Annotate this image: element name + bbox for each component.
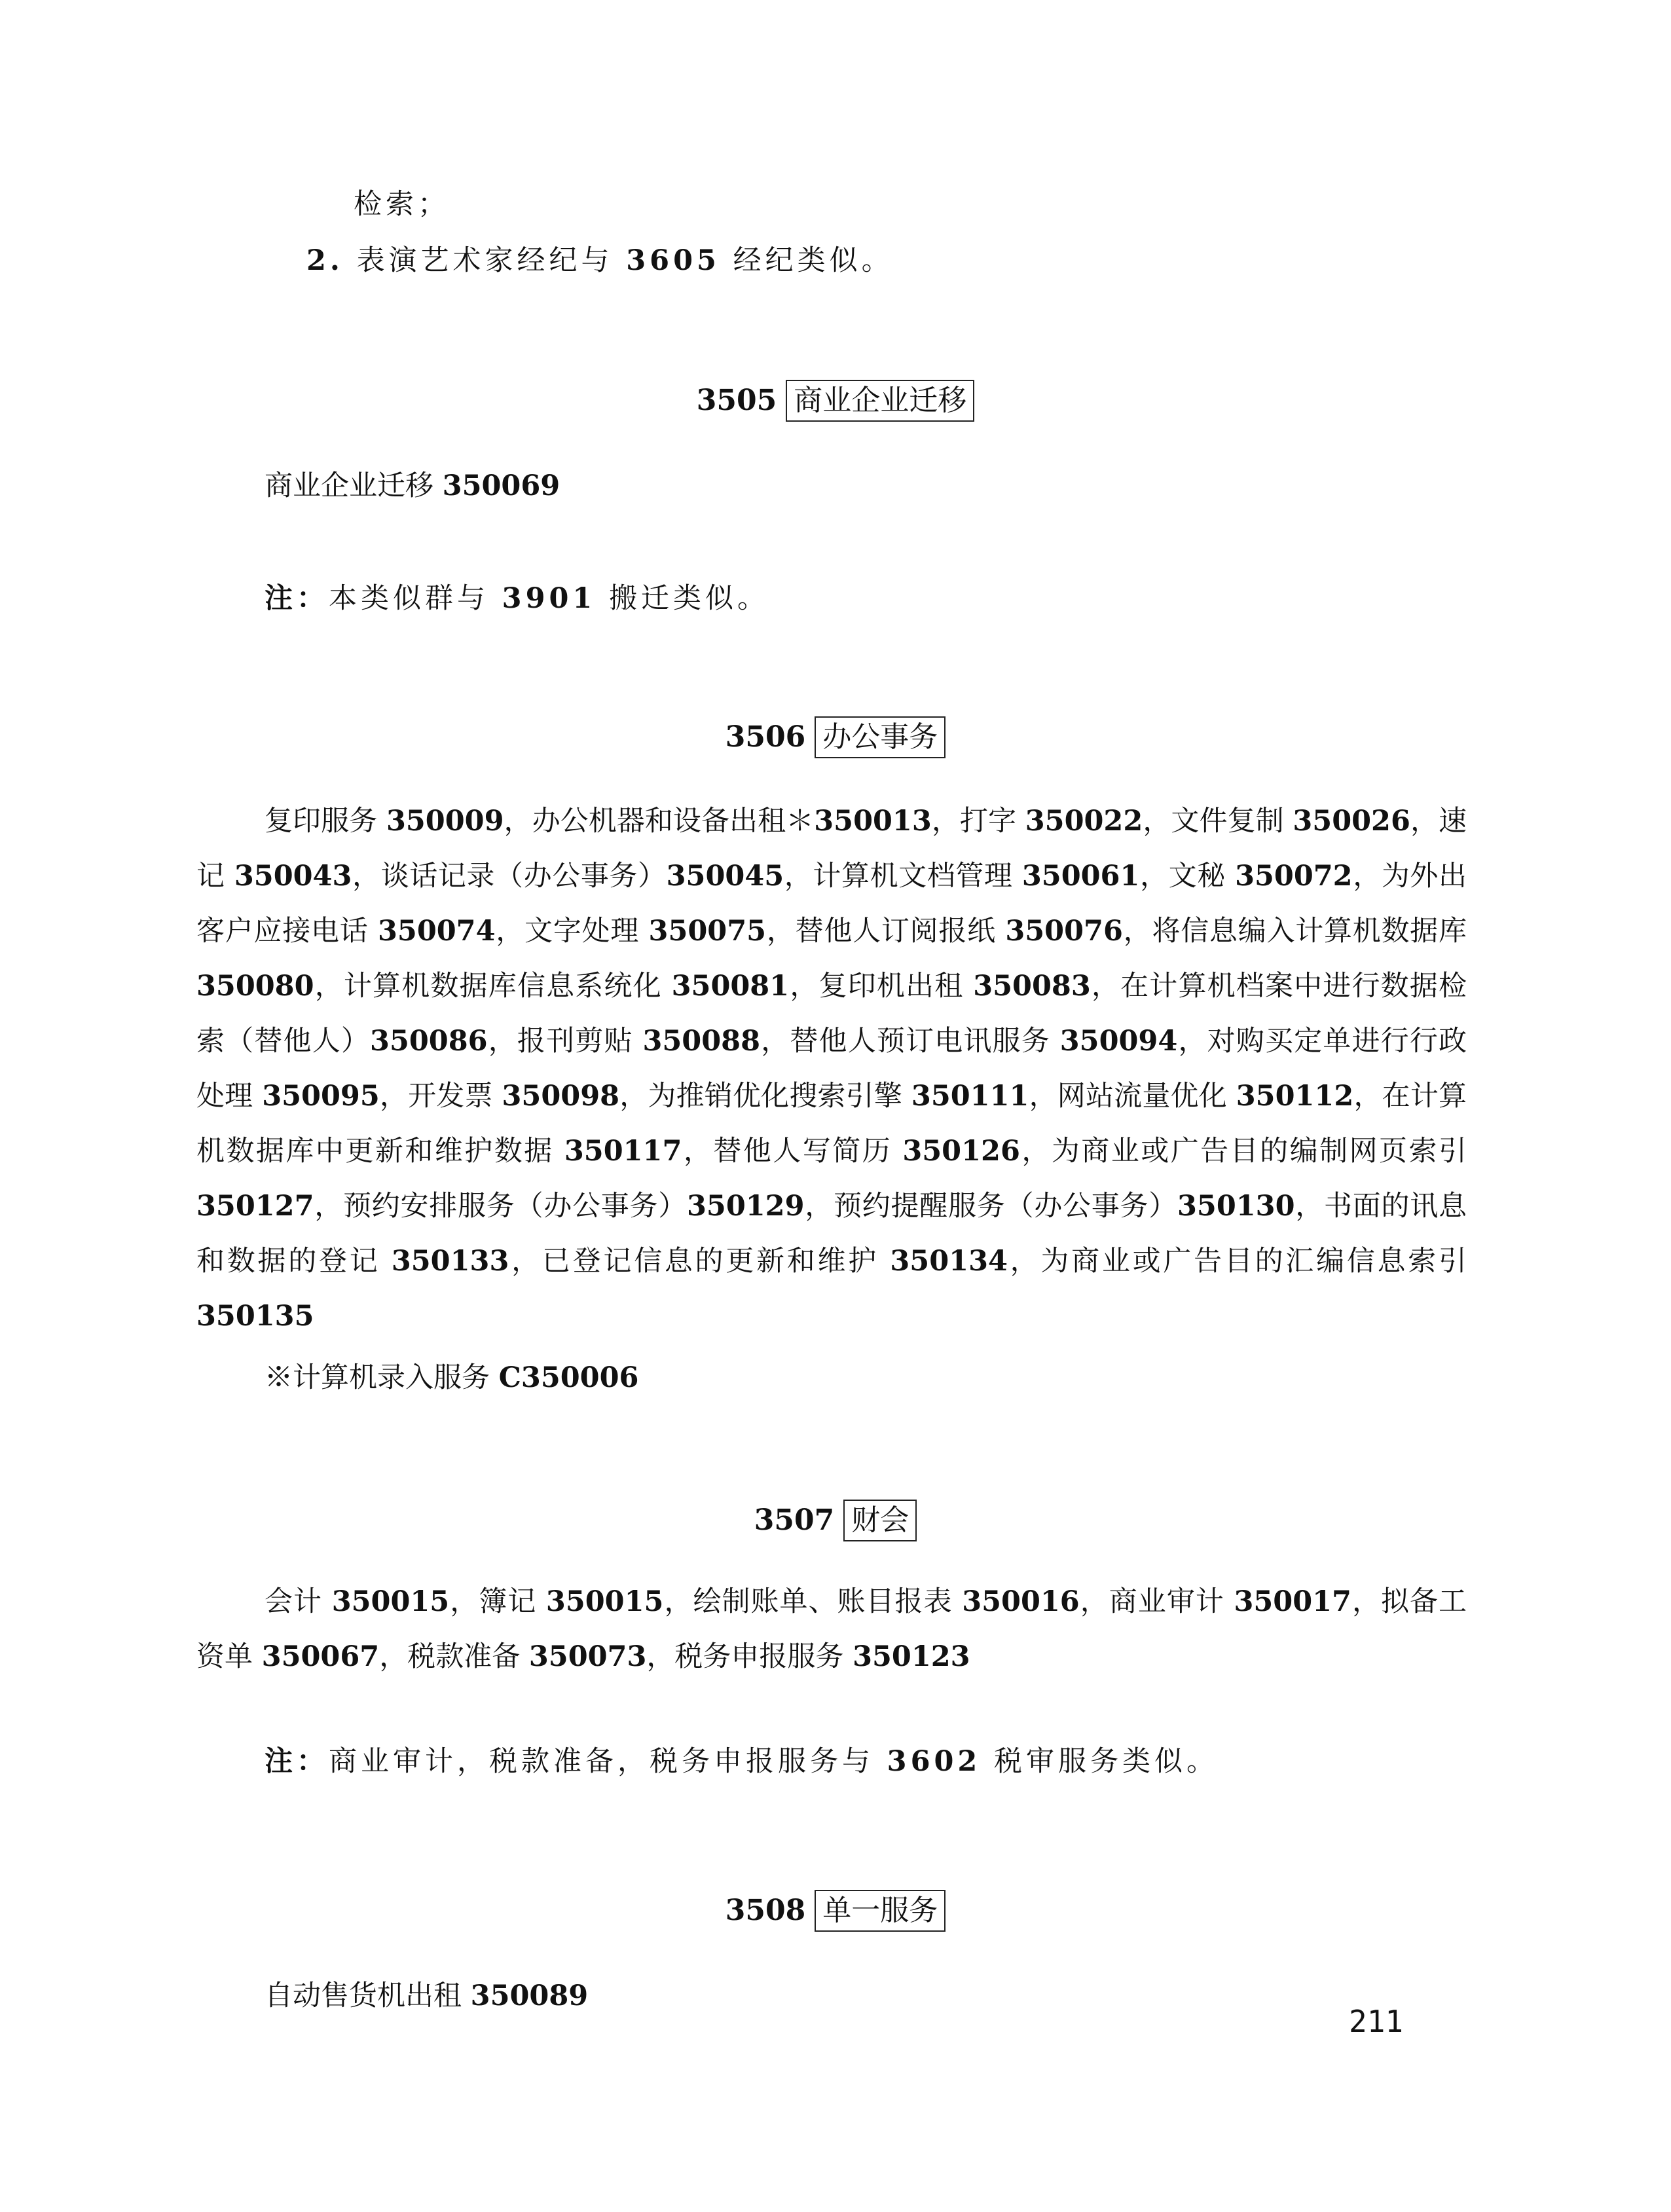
item-text: ，计算机文档管理 <box>784 860 1022 893</box>
item-text: ，开发票 <box>379 1080 502 1113</box>
item-text: ，替他人订阅报纸 <box>766 915 1006 948</box>
page-number: 211 <box>1349 2004 1404 2039</box>
item-text: ，打字 <box>931 805 1025 838</box>
item-code: 350135 <box>196 1300 314 1333</box>
note-tail: 搬迁类似。 <box>609 582 770 615</box>
note-code: 3901 <box>502 582 597 615</box>
item-code: 350089 <box>470 1980 589 2012</box>
item-text: ，在计算机数据库中更新和维护数据 <box>196 1080 1467 1168</box>
section-heading-3507 <box>0 1500 1671 1541</box>
section-code: 3505 <box>696 384 777 417</box>
item-code: 350080 <box>196 970 314 1003</box>
item-code: 350098 <box>502 1080 620 1113</box>
item-text: ※计算机录入服务 <box>265 1361 499 1394</box>
item-code: 350075 <box>648 915 767 948</box>
item-code: 350081 <box>671 970 790 1003</box>
note-tail: 税审服务类似。 <box>994 1745 1219 1778</box>
item-text: 自动售货机出租 <box>265 1980 471 2012</box>
item-code: 350016 <box>962 1585 1080 1618</box>
section-item-list <box>265 468 560 504</box>
item-code: 350130 <box>1177 1190 1295 1223</box>
item-code: C350006 <box>498 1361 639 1394</box>
item-code: 350072 <box>1235 860 1353 893</box>
item-text: ，文字处理 <box>495 915 649 948</box>
item-code: 350074 <box>378 915 496 948</box>
item-code: 350015 <box>331 1585 450 1618</box>
item-text: ，预约安排服务（办公事务） <box>314 1190 687 1223</box>
item-tail: 经纪类似。 <box>733 244 894 277</box>
item-text: ，为商业或广告目的编制网页索引 <box>1019 1135 1467 1168</box>
item-code: 350111 <box>911 1080 1029 1113</box>
item-text: ，税务申报服务 <box>646 1640 853 1673</box>
item-code: 350009 <box>386 805 504 838</box>
item-code: 3605 <box>626 244 720 277</box>
item-text: ，对购买定单进行行政处理 <box>196 1025 1467 1113</box>
item-text: ，为推销优化搜索引擎 <box>619 1080 911 1113</box>
item-number: 2. <box>306 244 344 277</box>
item-code: 350069 <box>442 470 560 502</box>
item-code: 350026 <box>1293 805 1410 838</box>
item-code: 350133 <box>391 1245 509 1278</box>
item-text: ，在计算机档案中进行数据检索（替他人） <box>196 970 1467 1058</box>
item-code: 350073 <box>528 1640 647 1673</box>
item-code: 350045 <box>666 860 784 893</box>
section-code: 3507 <box>754 1503 835 1537</box>
section-note <box>265 580 769 617</box>
item-text: 复印服务 <box>265 805 386 838</box>
item-code: 350015 <box>545 1585 664 1618</box>
section-code: 3506 <box>725 720 806 754</box>
item-text: ，书面的讯息和数据的登记 <box>196 1190 1467 1278</box>
item-text: ，速记 <box>196 805 1467 893</box>
section-item-list <box>196 1574 1467 1684</box>
item-text: ，文件复制 <box>1143 805 1293 838</box>
item-text: ，计算机数据库信息系统化 <box>314 970 672 1003</box>
item-code: 350112 <box>1236 1080 1354 1113</box>
item-code: 350134 <box>890 1245 1008 1278</box>
section-heading-3505 <box>0 380 1671 422</box>
section-item-list <box>196 794 1467 1344</box>
note-label: 注： <box>265 1745 329 1778</box>
item-code: 350123 <box>853 1640 970 1673</box>
note-label: 注： <box>265 582 329 615</box>
item-code: 350117 <box>564 1135 682 1168</box>
section-extra-item <box>265 1359 638 1396</box>
item-text: ，将信息编入计算机数据库 <box>1122 915 1467 948</box>
item-text: 表演艺术家经纪与 <box>356 244 614 277</box>
section-item-list <box>265 1978 588 2014</box>
item-text: ，报刊剪贴 <box>487 1025 643 1058</box>
continuation-text: 检索； <box>354 188 450 221</box>
item-text: ，商业审计 <box>1079 1585 1234 1618</box>
item-text: ，谈话记录（办公事务） <box>352 860 667 893</box>
item-code: 350043 <box>234 860 352 893</box>
item-code: 350095 <box>262 1080 380 1113</box>
item-code: 350094 <box>1059 1025 1178 1058</box>
item-code: 350088 <box>642 1025 760 1058</box>
item-text: ，簿记 <box>449 1585 546 1618</box>
item-code: 350129 <box>687 1190 805 1223</box>
item-text: ，复印机出租 <box>789 970 974 1003</box>
item-code: 350013 <box>814 805 932 838</box>
item-code: 350127 <box>196 1190 314 1223</box>
item-code: 350061 <box>1021 860 1140 893</box>
continuation-line <box>354 186 450 223</box>
item-text: ，拟备工资单 <box>196 1585 1467 1673</box>
section-note <box>265 1743 1219 1780</box>
item-code: 350022 <box>1025 805 1143 838</box>
section-heading-3508 <box>0 1890 1671 1932</box>
item-text: ，办公机器和设备出租＊ <box>504 805 815 838</box>
section-title: 财会 <box>843 1500 917 1541</box>
item-text: ，网站流量优化 <box>1029 1080 1236 1113</box>
item-code: 350017 <box>1234 1585 1351 1618</box>
section-title: 办公事务 <box>815 716 946 758</box>
item-text: ，绘制账单、账目报表 <box>663 1585 963 1618</box>
item-code: 350076 <box>1005 915 1123 948</box>
section-heading-3506 <box>0 716 1671 758</box>
item-text: ，税款准备 <box>379 1640 529 1673</box>
item-text: 会计 <box>265 1585 332 1618</box>
item-text: ，为商业或广告目的汇编信息索引 <box>1007 1245 1467 1278</box>
item-text: ，预约提醒服务（办公事务） <box>804 1190 1177 1223</box>
item-text: 商业企业迁移 <box>265 470 433 502</box>
item-code: 350067 <box>261 1640 380 1673</box>
section-title: 单一服务 <box>815 1890 946 1932</box>
item-code: 350086 <box>370 1025 488 1058</box>
item-code: 350083 <box>973 970 1091 1003</box>
section-code: 3508 <box>725 1894 806 1927</box>
note-text: 本类似群与 <box>329 582 489 615</box>
item-text: ，替他人预订电讯服务 <box>760 1025 1060 1058</box>
section-title: 商业企业迁移 <box>786 380 974 422</box>
item-text: ，已登记信息的更新和维护 <box>509 1245 891 1278</box>
note-item-2 <box>306 242 894 279</box>
item-text: ，文秘 <box>1139 860 1236 893</box>
note-code: 3602 <box>887 1745 982 1778</box>
item-text: ，替他人写简历 <box>682 1135 903 1168</box>
note-text: 商业审计，税款准备，税务申报服务与 <box>329 1745 874 1778</box>
item-code: 350126 <box>902 1135 1020 1168</box>
item-text: ，为外出客户应接电话 <box>196 860 1467 948</box>
